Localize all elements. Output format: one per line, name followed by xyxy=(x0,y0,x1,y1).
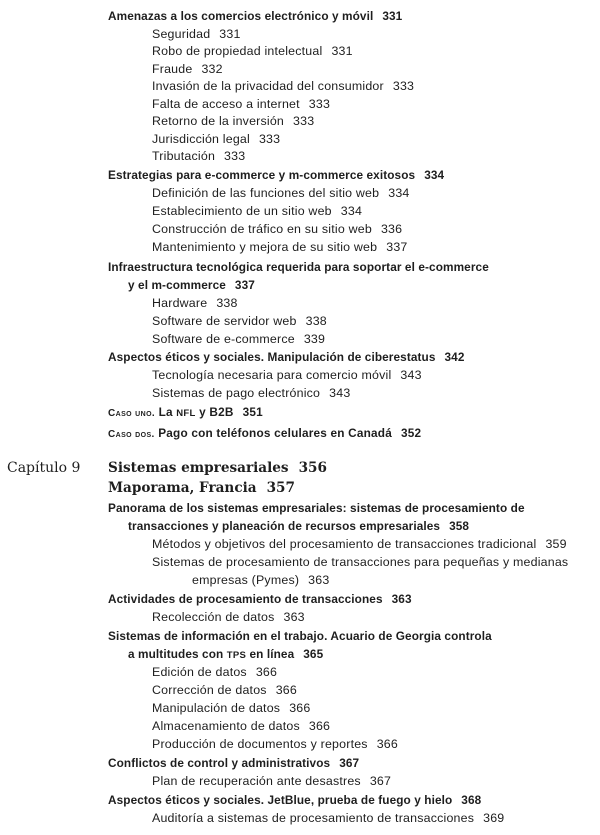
page-number: 334 xyxy=(424,168,445,182)
entry-text: Recolección de datos xyxy=(152,610,275,624)
page-number: 369 xyxy=(483,811,505,825)
entry-text: Manipulación de datos xyxy=(152,701,281,715)
toc-heading xyxy=(108,259,489,275)
entry-text: Robo de propiedad intelectual xyxy=(152,44,323,58)
heading-text: Panorama de los sistemas empresariales: sistemas de procesamiento de xyxy=(108,501,525,515)
toc-entry xyxy=(152,221,402,237)
page-number: 356 xyxy=(298,460,327,476)
page-number: 333 xyxy=(392,79,415,93)
page-number: 338 xyxy=(216,296,238,310)
toc-entry xyxy=(152,78,414,94)
toc-entry xyxy=(152,26,241,42)
toc-heading xyxy=(108,591,412,607)
toc-entry xyxy=(152,367,422,383)
page-number: 333 xyxy=(224,149,246,163)
chapter-title-text: Sistemas empresariales xyxy=(108,460,289,476)
toc-entry xyxy=(152,810,504,826)
case-text: Pago con teléfonos celulares en Canadá xyxy=(158,426,392,440)
toc-heading-continuation xyxy=(128,277,255,293)
heading-text: transacciones y planeación de recursos empresariales xyxy=(128,519,441,533)
entry-text: Mantenimiento y mejora de su sitio web xyxy=(152,240,378,254)
toc-entry xyxy=(152,113,314,129)
case-entry xyxy=(108,425,421,443)
entry-text: Software de e-commerce xyxy=(152,332,295,346)
page-number: 367 xyxy=(339,756,360,770)
acronym: TPS xyxy=(226,650,247,661)
heading-text: Aspectos éticos y sociales. JetBlue, prueba de fuego y hielo xyxy=(108,793,453,807)
page-number: 366 xyxy=(308,719,331,733)
page-number: 359 xyxy=(545,537,567,551)
toc-entry xyxy=(152,148,245,164)
page-number: 366 xyxy=(255,665,278,679)
page-number: 331 xyxy=(382,9,403,23)
toc-entry-continuation xyxy=(192,572,329,588)
page-number: 339 xyxy=(303,332,326,346)
entry-text: Corrección de datos xyxy=(152,683,267,697)
page-number: 363 xyxy=(391,592,412,606)
page-number: 365 xyxy=(303,647,324,661)
entry-text: Construcción de tráfico en su sitio web xyxy=(152,222,372,236)
heading-text: Infraestructura tecnológica requerida para soportar el e-commerce xyxy=(108,260,489,274)
chapter-subtitle-text: Maporama, Francia xyxy=(108,480,257,496)
heading-text: a multitudes con xyxy=(128,647,224,661)
entry-text: Fraude xyxy=(152,61,193,76)
entry-text: Definición de las funciones del sitio web xyxy=(152,186,380,200)
toc-entry xyxy=(152,773,391,789)
entry-text: Almacenamiento de datos xyxy=(152,719,300,733)
case-text: y B2B xyxy=(199,405,234,419)
entry-text: Invasión de la privacidad del consumidor xyxy=(152,79,384,93)
entry-text: Sistemas de pago electrónico xyxy=(152,386,321,400)
entry-text: Jurisdicción legal xyxy=(152,131,250,146)
toc-entry xyxy=(152,239,408,255)
entry-text: Establecimiento de un sitio web xyxy=(152,204,332,218)
toc-entry xyxy=(152,295,238,311)
entry-text: Métodos y objetivos del procesamiento de transacciones tradicional xyxy=(152,537,537,551)
toc-heading xyxy=(108,628,492,644)
toc-heading xyxy=(108,8,402,24)
page-number: 368 xyxy=(461,793,482,807)
case-label: Caso uno. xyxy=(108,408,156,419)
page-number: 334 xyxy=(340,204,363,218)
page-number: 343 xyxy=(329,386,351,400)
toc-entry xyxy=(152,185,410,201)
page-number: 366 xyxy=(275,683,297,697)
chapter-label: Capítulo 9 xyxy=(7,460,81,476)
page-number: 331 xyxy=(331,44,353,58)
heading-text: Aspectos éticos y sociales. Manipulación de ciberestatus xyxy=(108,350,436,364)
heading-text: Actividades de procesamiento de transacciones xyxy=(108,592,383,606)
toc-heading xyxy=(108,349,465,365)
heading-text: en línea xyxy=(249,647,295,661)
toc-entry xyxy=(152,43,353,59)
entry-text: Sistemas de procesamiento de transacciones para pequeñas y medianas xyxy=(152,555,569,569)
toc-entry xyxy=(152,385,350,401)
page-number: 363 xyxy=(308,573,330,587)
chapter-subtitle xyxy=(108,479,295,497)
page-number: 342 xyxy=(444,350,465,364)
heading-text: Estrategias para e-commerce y m-commerce exitosos xyxy=(108,168,416,182)
entry-text: Software de servidor web xyxy=(152,314,297,328)
toc-entry xyxy=(152,96,330,112)
entry-text: Hardware xyxy=(152,296,208,310)
page-number: 338 xyxy=(305,314,327,328)
toc-heading-continuation xyxy=(128,646,323,664)
entry-text: Producción de documentos y reportes xyxy=(152,737,368,751)
entry-text: Seguridad xyxy=(152,26,211,41)
page-number: 367 xyxy=(369,774,392,788)
toc-heading xyxy=(108,167,444,183)
page-number: 337 xyxy=(386,240,408,254)
page-number: 343 xyxy=(400,368,422,382)
page-number: 336 xyxy=(380,222,403,236)
page-number: 333 xyxy=(293,114,315,128)
case-text: La xyxy=(158,405,173,419)
entry-text: Retorno de la inversión xyxy=(152,114,285,128)
toc-entry xyxy=(152,736,398,752)
toc-entry xyxy=(152,700,310,716)
page-number: 333 xyxy=(308,96,331,111)
page-number: 357 xyxy=(266,480,295,496)
entry-text: Tecnología necesaria para comercio móvil xyxy=(152,368,392,382)
case-label: Caso dos. xyxy=(108,429,155,440)
entry-text: empresas (Pymes) xyxy=(192,573,300,587)
toc-entry xyxy=(152,664,277,680)
toc-entry xyxy=(152,682,297,698)
page-number: 366 xyxy=(289,701,311,715)
page-number: 358 xyxy=(449,519,470,533)
heading-text: Conflictos de control y administrativos xyxy=(108,756,331,770)
toc-entry xyxy=(152,61,223,77)
toc-entry xyxy=(152,536,567,552)
toc-entry xyxy=(152,313,327,329)
case-entry xyxy=(108,404,263,422)
toc-entry xyxy=(152,554,568,570)
entry-text: Auditoría a sistemas de procesamiento de transacciones xyxy=(152,811,475,825)
page-number: 331 xyxy=(219,26,241,41)
page-number: 333 xyxy=(258,131,281,146)
page-number: 334 xyxy=(388,186,410,200)
toc-heading xyxy=(108,792,481,808)
entry-text: Plan de recuperación ante desastres xyxy=(152,774,361,788)
toc-heading-continuation xyxy=(128,518,469,534)
acronym: NFL xyxy=(176,408,196,419)
toc-entry xyxy=(152,718,330,734)
toc-entry xyxy=(152,609,305,625)
toc-heading xyxy=(108,755,359,771)
heading-text: Sistemas de información en el trabajo. Acuario de Georgia controla xyxy=(108,629,492,643)
entry-text: Falta de acceso a internet xyxy=(152,96,300,111)
page-number: 351 xyxy=(242,405,263,419)
page-number: 363 xyxy=(283,610,305,624)
entry-text: Edición de datos xyxy=(152,665,247,679)
chapter-title xyxy=(108,459,327,477)
page-number: 366 xyxy=(376,737,398,751)
toc-entry xyxy=(152,331,325,347)
entry-text: Tributación xyxy=(152,149,216,163)
heading-text: y el m-commerce xyxy=(128,278,226,292)
toc-heading xyxy=(108,500,525,516)
heading-text: Amenazas a los comercios electrónico y móvil xyxy=(108,9,374,23)
toc-entry xyxy=(152,131,280,147)
page-number: 337 xyxy=(234,278,255,292)
page-number: 332 xyxy=(201,61,223,76)
toc-entry xyxy=(152,203,362,219)
page-number: 352 xyxy=(400,426,422,440)
